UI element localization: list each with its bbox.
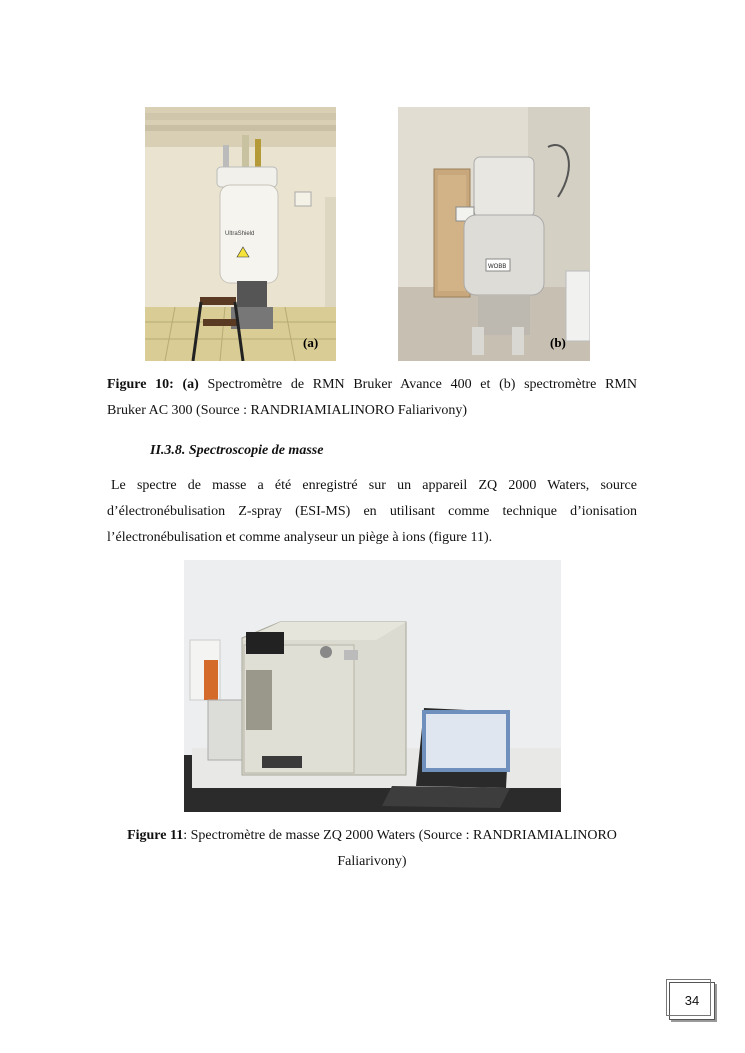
figure-10b-label: (b) (550, 335, 566, 350)
figure-10-caption-label-a: (a) (182, 377, 199, 392)
section-heading: II.3.8. Spectroscopie de masse (150, 443, 324, 458)
wobb-tag-text: WOBB (488, 264, 507, 270)
figure-11-caption-label: Figure 11 (127, 828, 184, 843)
figure-10-caption-line2: Bruker AC 300 (Source : RANDRIAMIALINORO Faliarivony) (107, 403, 468, 418)
paragraph-line-3: l’électronébulisation et comme analyseur un piège à ions (figure 11). (107, 530, 493, 545)
figure-10a-photo (145, 107, 336, 361)
figure-11-caption-line2: Faliarivony) (337, 854, 407, 869)
figure-11-photo (184, 560, 561, 812)
figure-10-caption-label: Figure 10: (107, 377, 174, 392)
figure-10-caption-line1 (107, 372, 637, 398)
paragraph-line-2: d’électronébulisation Z-spray (ESI-MS) en utilisant comme technique d’ionisation (107, 504, 637, 519)
page-number: 34 (684, 993, 700, 1008)
magnet-brand-text: UltraShield (225, 231, 255, 237)
figure-10-caption (107, 372, 637, 424)
figure-10b-photo (398, 107, 590, 361)
figure-11-caption-text: : Spectromètre de masse ZQ 2000 Waters (Source : RANDRIAMIALINORO (183, 828, 617, 843)
page-number-box (669, 982, 715, 1020)
paragraph-line-1: Le spectre de masse a été enregistré sur un appareil ZQ 2000 Waters, source (111, 478, 637, 493)
figure-11-caption (107, 823, 637, 875)
body-paragraph (107, 473, 637, 551)
figure-10-caption-text: Spectromètre de RMN Bruker Avance 400 et (b) spectromètre RMN (207, 377, 637, 392)
figure-10a-label: (a) (303, 335, 319, 350)
figure-11-caption-line1 (107, 823, 637, 849)
